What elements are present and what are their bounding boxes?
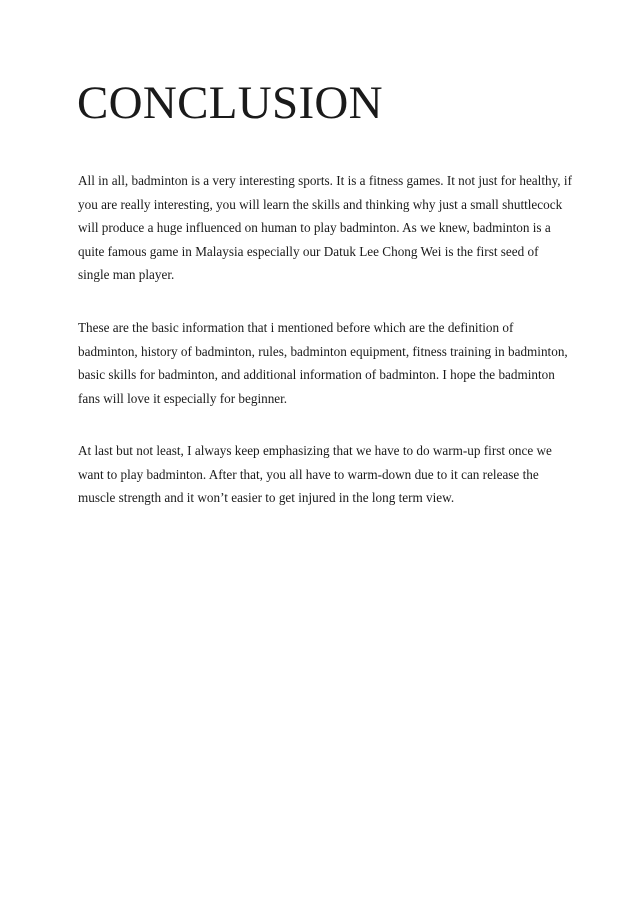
paragraph-line: you are really interesting, you will learn the skills and thinking why just a small shuttlecock [78, 196, 563, 212]
paragraph-line: quite famous game in Malaysia especially our Datuk Lee Chong Wei is the first seed of [78, 243, 539, 259]
paragraph-line: will produce a huge influenced on human to play badminton. As we knew, badminton is a [78, 220, 551, 235]
paragraph-line: These are the basic information that i mentioned before which are the definition of [78, 320, 514, 335]
paragraph-line: fans will love it especially for beginner. [78, 390, 288, 406]
paragraph-line: want to play badminton. After that, you all have to warm-down due to it can release the [78, 466, 539, 482]
paragraph-topics [78, 316, 570, 410]
page-title: CONCLUSION [77, 77, 383, 129]
paragraph-line: muscle strength and it won’t easier to get injured in the long term view. [78, 490, 455, 505]
paragraph-line: All in all, badminton is a very interesting sports. It is a fitness games. It not just for healthy, if [78, 173, 572, 188]
paragraph-closing [78, 439, 570, 510]
paragraph-line: At last but not least, I always keep emphasizing that we have to do warm-up first once we [78, 443, 552, 458]
paragraph-line: single man player. [78, 267, 175, 282]
paragraph-line: basic skills for badminton, and additional information of badminton. I hope the badminton [78, 367, 555, 382]
paragraph-summary [78, 169, 570, 287]
paragraph-line: badminton, history of badminton, rules, badminton equipment, fitness training in badminton, [78, 343, 568, 359]
